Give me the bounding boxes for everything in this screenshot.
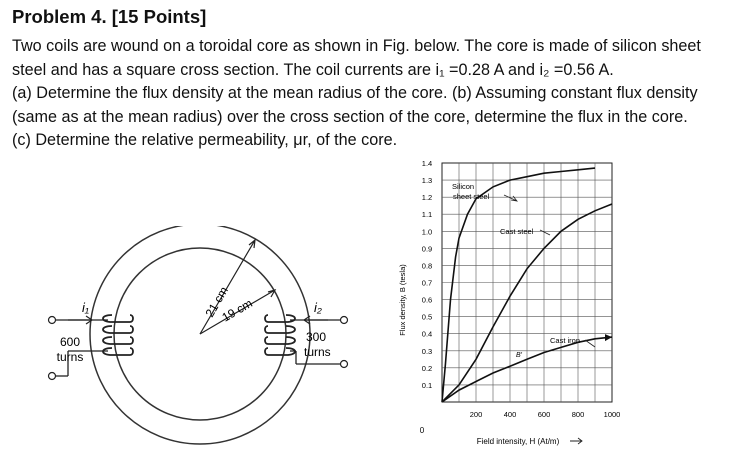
outer-radius-label: 21 cm — [202, 284, 231, 320]
left-coil-turns: 600 — [59, 335, 81, 349]
right-terminal-bottom — [341, 361, 348, 368]
y-tick-label: 0.1 — [421, 380, 433, 390]
current-label-left: i₁ — [82, 300, 89, 315]
right-coil-turns: 300 — [306, 330, 327, 344]
toroid-figure — [28, 226, 368, 454]
x-axis-arrow — [570, 438, 582, 444]
x-tick-label: 200 — [469, 410, 483, 419]
annot-cast-steel: Cast steel — [500, 227, 534, 236]
x-tick-label: 1000 — [603, 410, 621, 419]
statement-line: (same as at the mean radius) over the cross section of the core, determine the flux in the core. — [12, 107, 688, 126]
y-tick-label: 1.0 — [421, 227, 433, 237]
toroid-outer-edge — [90, 226, 310, 444]
chart-origin-label: 0 — [419, 426, 425, 435]
y-tick-label: 0.3 — [421, 346, 433, 356]
left-terminal-bottom — [49, 373, 56, 380]
annot-cast-iron: Cast iron — [550, 336, 581, 345]
annot-b-marker: B′ — [516, 352, 522, 359]
y-tick-label: 0.9 — [421, 244, 433, 254]
y-tick-label: 0.6 — [421, 295, 433, 305]
x-tick-label: 400 — [503, 410, 517, 419]
left-coil-unit: turns — [56, 350, 84, 364]
y-tick-label: 0.4 — [421, 329, 433, 339]
inner-radius-label: 19 cm — [219, 296, 255, 325]
current-arrow-right — [304, 316, 328, 324]
series-line — [442, 168, 595, 402]
x-tick-label: 800 — [571, 410, 585, 419]
annot-cast-steel-arrow — [540, 230, 550, 235]
statement-line: Two coils are wound on a toroidal core as shown in Fig. below. The core is made of silicon sheet — [12, 37, 701, 55]
problem-title: Problem 4. [15 Points] — [12, 6, 207, 27]
bh-chart — [392, 158, 632, 458]
right-coil — [265, 315, 295, 355]
right-terminal-top — [341, 317, 348, 324]
chart-x-axis-label: Field intensity, H (At/m) — [476, 437, 560, 446]
problem-statement — [12, 35, 740, 153]
statement-line: (a) Determine the flux density at the mean radius of the core. (b) Assuming constant flux density — [12, 84, 698, 103]
series-arrowhead — [605, 334, 612, 341]
y-tick-label: 0.5 — [421, 312, 433, 322]
annot-silicon-arrow — [504, 195, 517, 201]
y-tick-label: 1.4 — [421, 159, 433, 168]
chart-y-axis-label: Flux density, B (tesla) — [398, 264, 407, 336]
x-tick-label: 600 — [537, 410, 551, 419]
annot-cast-iron-arrow — [585, 340, 595, 347]
y-tick-label: 0.2 — [421, 363, 433, 373]
y-tick-label: 0.8 — [421, 261, 433, 271]
annot-silicon-2: sheet steel — [453, 192, 490, 201]
y-tick-label: 1.2 — [421, 193, 433, 203]
y-tick-label: 0.7 — [421, 278, 433, 288]
y-tick-label: 1.3 — [421, 176, 433, 186]
right-coil-unit: turns — [304, 345, 331, 359]
left-coil — [103, 315, 133, 355]
current-arrow-left — [68, 316, 92, 324]
statement-line: (c) Determine the relative permeability, μr, of the core. — [12, 131, 398, 150]
annot-silicon-1: Silicon — [452, 182, 475, 191]
current-label-right: i₂ — [314, 300, 322, 315]
statement-line: steel and has a square cross section. The coil currents are i₁ =0.28 A and i₂ =0.56 A. — [12, 60, 614, 79]
left-terminal-top — [49, 317, 56, 324]
y-tick-label: 1.1 — [421, 210, 433, 220]
